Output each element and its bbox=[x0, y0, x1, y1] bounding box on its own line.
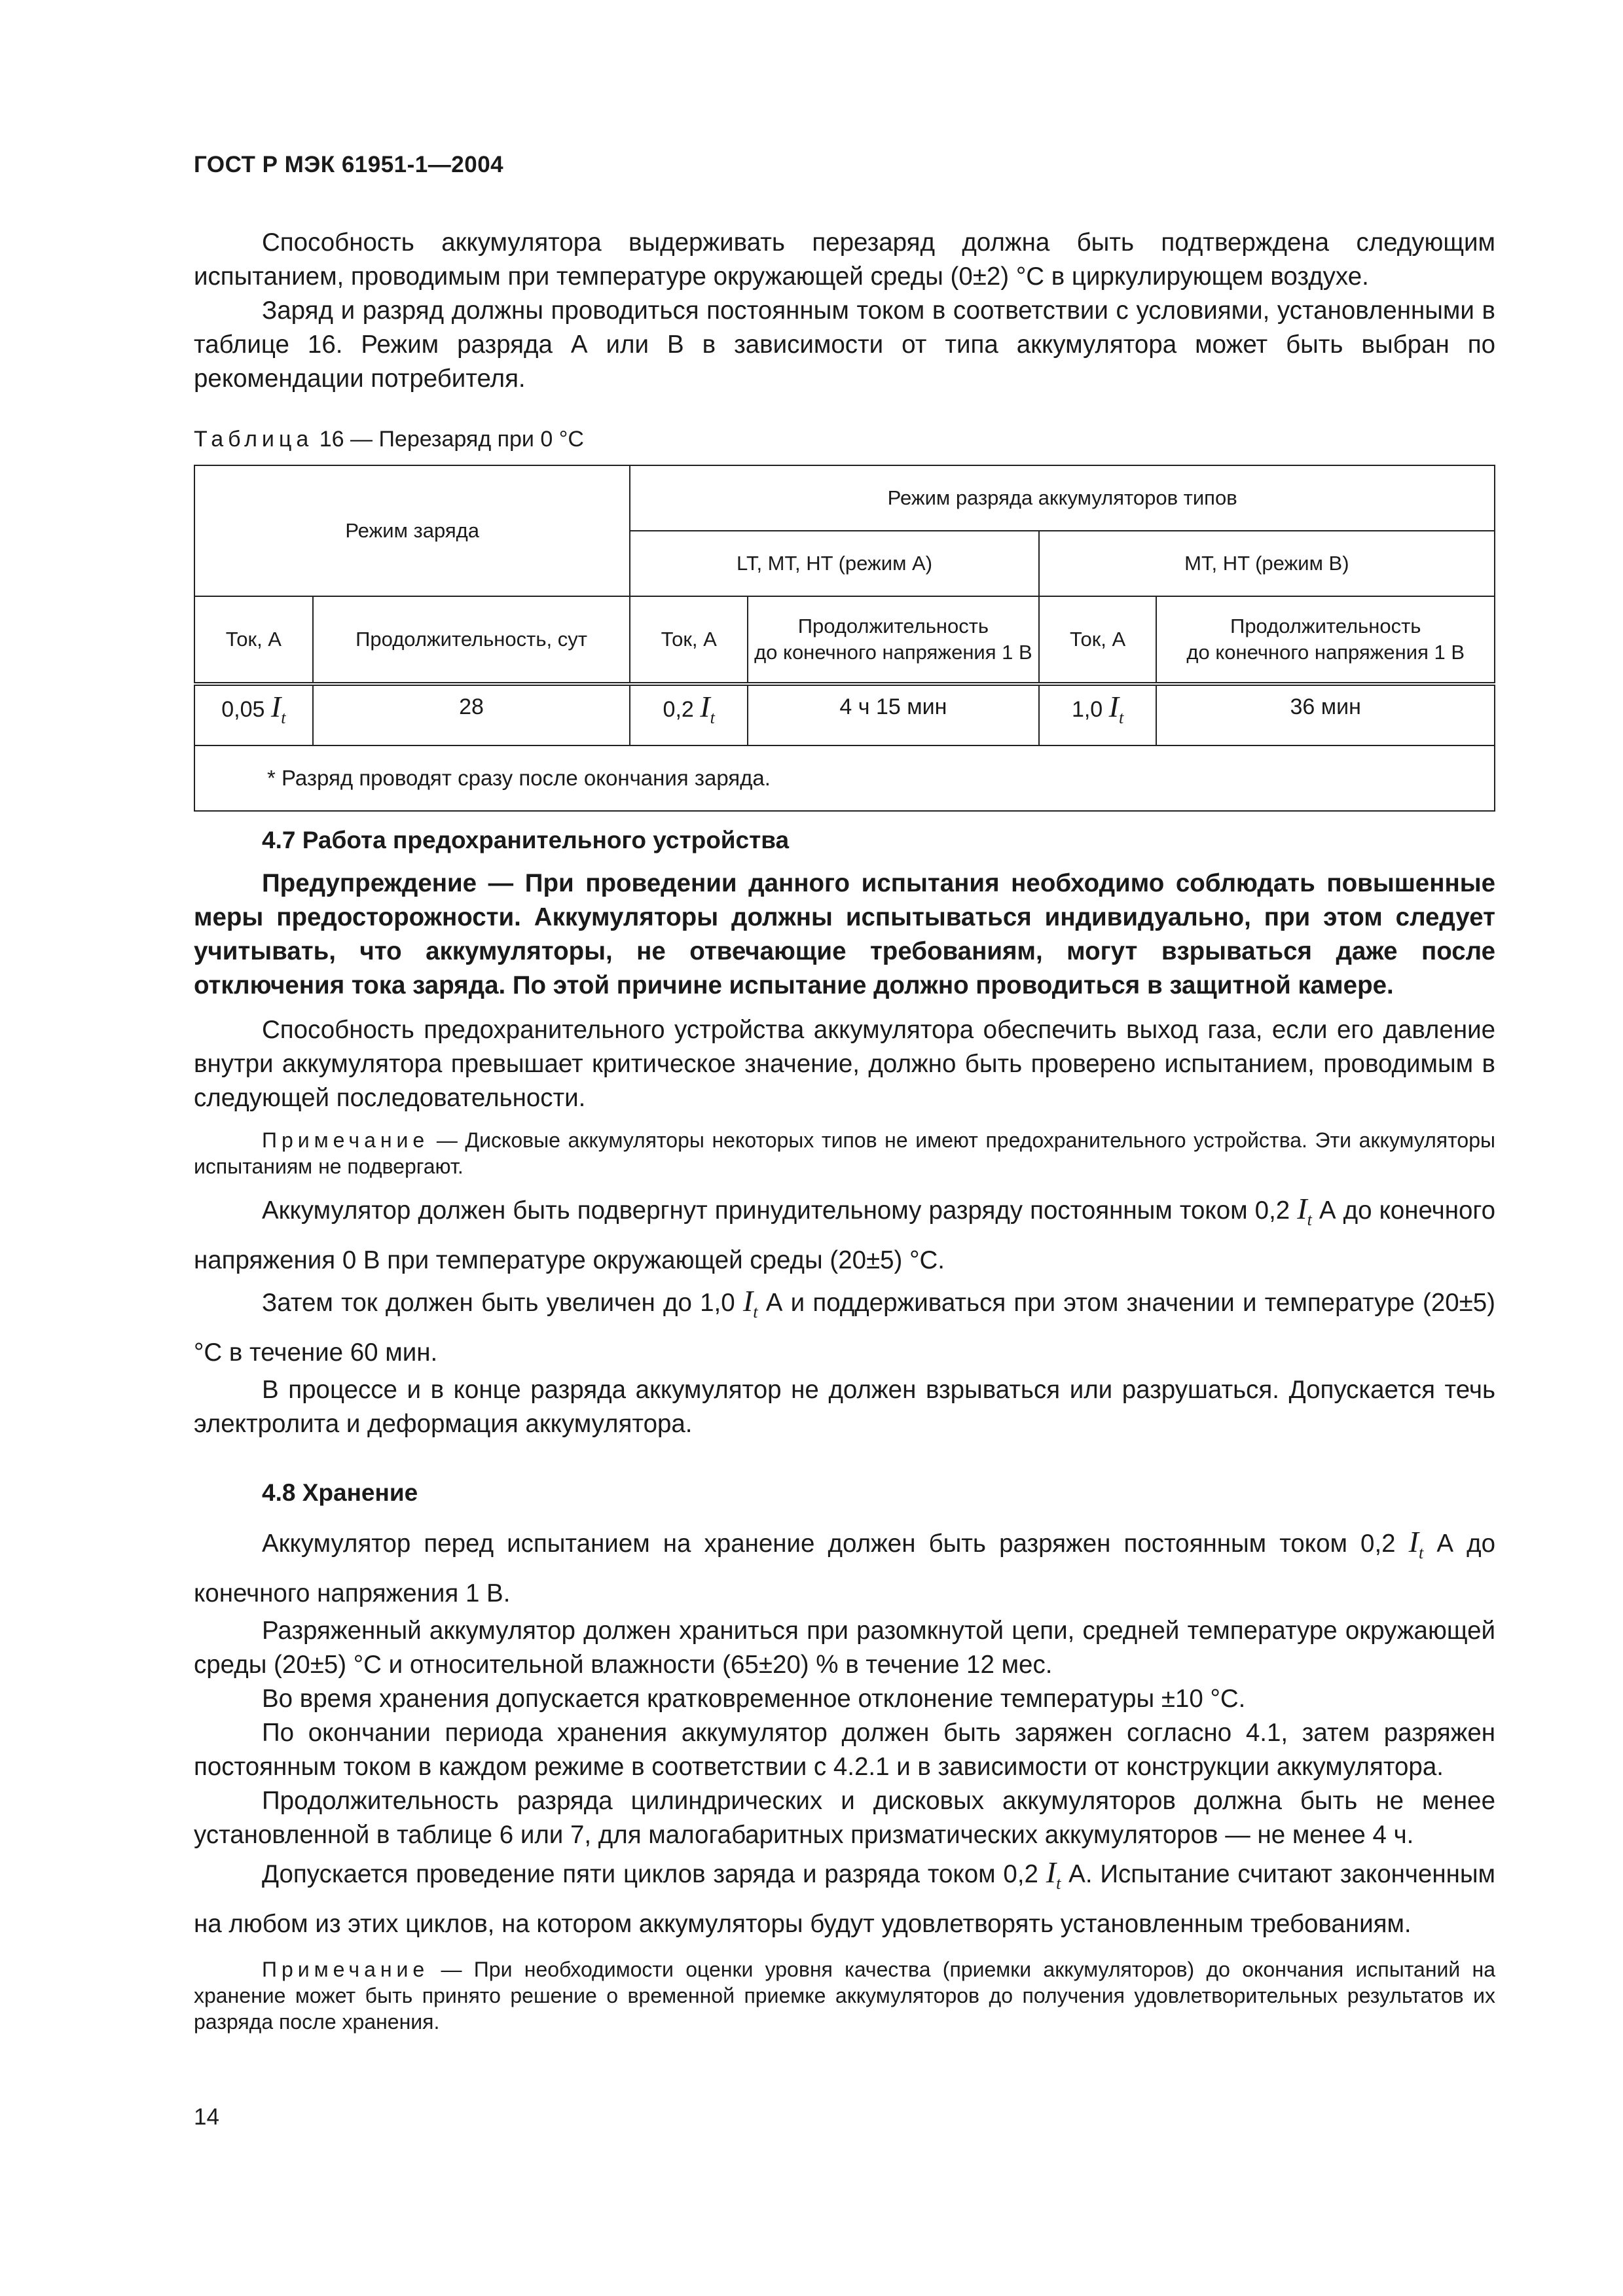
header-mode-a: LT, MT, HT (режим A) bbox=[630, 531, 1038, 596]
s47-paragraph-2: Аккумулятор должен быть подвергнут принудительному разряду постоянным током 0,2 $I_t$ А до конечного напряжения 0 В при температуре окружающей среды (20±5) °С. bbox=[194, 1192, 1496, 1274]
cell-b-duration: 36 мин bbox=[1156, 684, 1495, 745]
header-a-duration bbox=[748, 596, 1039, 684]
header-b-duration bbox=[1156, 596, 1495, 684]
header-charge-current: Ток, А bbox=[194, 596, 313, 684]
s48-paragraph-4: По окончании периода хранения аккумулятор должен быть заряжен согласно 4.1, затем разряжен постоянным током в каждом режиме в соответствии с 4.2.1 и в зависимости от конструкции аккумулятора. bbox=[194, 1719, 1495, 1781]
warning-paragraph: Предупреждение — При проведении данного испытания необходимо соблюдать повышенные меры предосторожности. Аккумуляторы должны испытываться индивидуально, при этом следует учитывать, что аккумуляторы, не отвечающие требованиям, могут взрываться даже после отключения тока заряда. По этой причине испытание должно проводиться в защитной камере. bbox=[194, 869, 1495, 999]
table-caption bbox=[194, 427, 584, 452]
s48-paragraph-1: Аккумулятор перед испытанием на хранение должен быть разряжен постоянным током 0,2 $I_t$ А до конечного напряжения 1 В. bbox=[194, 1525, 1495, 1607]
cell-a-current: 0,2 $I_t$ bbox=[630, 684, 748, 745]
cell-charge-current: 0,05 $I_t$ bbox=[194, 684, 313, 745]
s48-paragraph-3: Во время хранения допускается кратковременное отклонение температуры ±10 °С. bbox=[262, 1685, 1246, 1713]
header-b-current: Ток, А bbox=[1039, 596, 1157, 684]
table-row bbox=[194, 684, 1495, 745]
s48-note bbox=[194, 1956, 1495, 2035]
s48-paragraph-2: Разряженный аккумулятор должен храниться при разомкнутой цепи, средней температуре окружающей среды (20±5) °С и относительной влажности (65±20) % в течение 12 мес. bbox=[194, 1617, 1495, 1679]
header-a-current: Ток, А bbox=[630, 596, 748, 684]
s48-note-label: Примечание bbox=[262, 1958, 429, 1981]
header-b-duration-line1: Продолжительность bbox=[1230, 615, 1421, 637]
s47-paragraph-4: В процессе и в конце разряда аккумулятор не должен взрываться или разрушаться. Допускается течь электролита и деформация аккумулятора. bbox=[194, 1376, 1495, 1438]
header-b-duration-line2: до конечного напряжения 1 В bbox=[1186, 641, 1465, 664]
section-4-8 bbox=[194, 1476, 1495, 2035]
page-number: 14 bbox=[194, 2104, 219, 2130]
header-discharge-mode: Режим разряда аккумуляторов типов bbox=[630, 465, 1495, 531]
header-a-duration-line2: до конечного напряжения 1 В bbox=[754, 641, 1032, 664]
table-caption-label: Таблица bbox=[194, 427, 314, 452]
overcharge-table bbox=[194, 465, 1495, 812]
document-code-header: ГОСТ Р МЭК 61951-1—2004 bbox=[194, 152, 504, 177]
s47-note-text: — Дисковые аккумуляторы некоторых типов не имеют предохранительного устройства. Эти аккумуляторы испытаниям не подвергают. bbox=[194, 1128, 1496, 1178]
header-mode-b: MT, HT (режим B) bbox=[1039, 531, 1495, 596]
s47-paragraph-1: Способность предохранительного устройства аккумулятора обеспечить выход газа, если его давление внутри аккумулятора превышает критическое значение, должно быть проверено испытанием, проводимым в следующей последовательности. bbox=[194, 1016, 1495, 1112]
s47-paragraph-3: Затем ток должен быть увеличен до 1,0 $I_t$ А и поддерживаться при этом значении и температуре (20±5) °С в течение 60 мин. bbox=[194, 1284, 1496, 1367]
s47-note bbox=[194, 1127, 1495, 1179]
header-charge-mode: Режим заряда bbox=[194, 465, 630, 596]
section-4-7-title: 4.7 Работа предохранительного устройства bbox=[262, 827, 790, 853]
s47-note-label: Примечание bbox=[262, 1128, 429, 1152]
table-caption-text: 16 — Перезаряд при 0 °С bbox=[319, 427, 584, 452]
section-4-7 bbox=[194, 823, 1495, 1441]
cell-a-duration: 4 ч 15 мин bbox=[748, 684, 1039, 745]
s48-paragraph-5: Продолжительность разряда цилиндрических и дисковых аккумуляторов должна быть не менее установленной в таблице 6 или 7, для малогабаритных призматических аккумуляторов — не менее 4 ч. bbox=[194, 1787, 1495, 1849]
intro-paragraph-2: Заряд и разряд должны проводиться постоянным током в соответствии с условиями, установленными в таблице 16. Режим разряда А или В в зависимости от типа аккумулятора может быть выбран по рекомендации потребителя. bbox=[194, 296, 1495, 393]
section-4-8-title: 4.8 Хранение bbox=[262, 1479, 418, 1506]
s48-note-text: — При необходимости оценки уровня качества (приемки аккумуляторов) до окончания испытаний на хранение может быть принято решение о временной приемке аккумуляторов до получения удовлетворительных результатов их разряда после хранения. bbox=[194, 1958, 1496, 2034]
intro-block bbox=[194, 226, 1495, 396]
intro-paragraph-1: Способность аккумулятора выдерживать перезаряд должна быть подтверждена следующим испытанием, проводимым при температуре окружающей среды (0±2) °С в циркулирующем воздухе. bbox=[194, 228, 1495, 291]
table-footnote: * Разряд проводят сразу после окончания заряда. bbox=[194, 745, 1495, 811]
cell-b-current: 1,0 $I_t$ bbox=[1039, 684, 1157, 745]
header-charge-duration: Продолжительность, сут bbox=[313, 596, 630, 684]
s48-paragraph-6: Допускается проведение пяти циклов заряда и разряда током 0,2 $I_t$ А. Испытание считают законченным на любом из этих циклов, на котором аккумуляторы будут удовлетворять установленным требованиям. bbox=[194, 1856, 1496, 1938]
cell-charge-duration: 28 bbox=[313, 684, 630, 745]
header-a-duration-line1: Продолжительность bbox=[797, 615, 989, 637]
